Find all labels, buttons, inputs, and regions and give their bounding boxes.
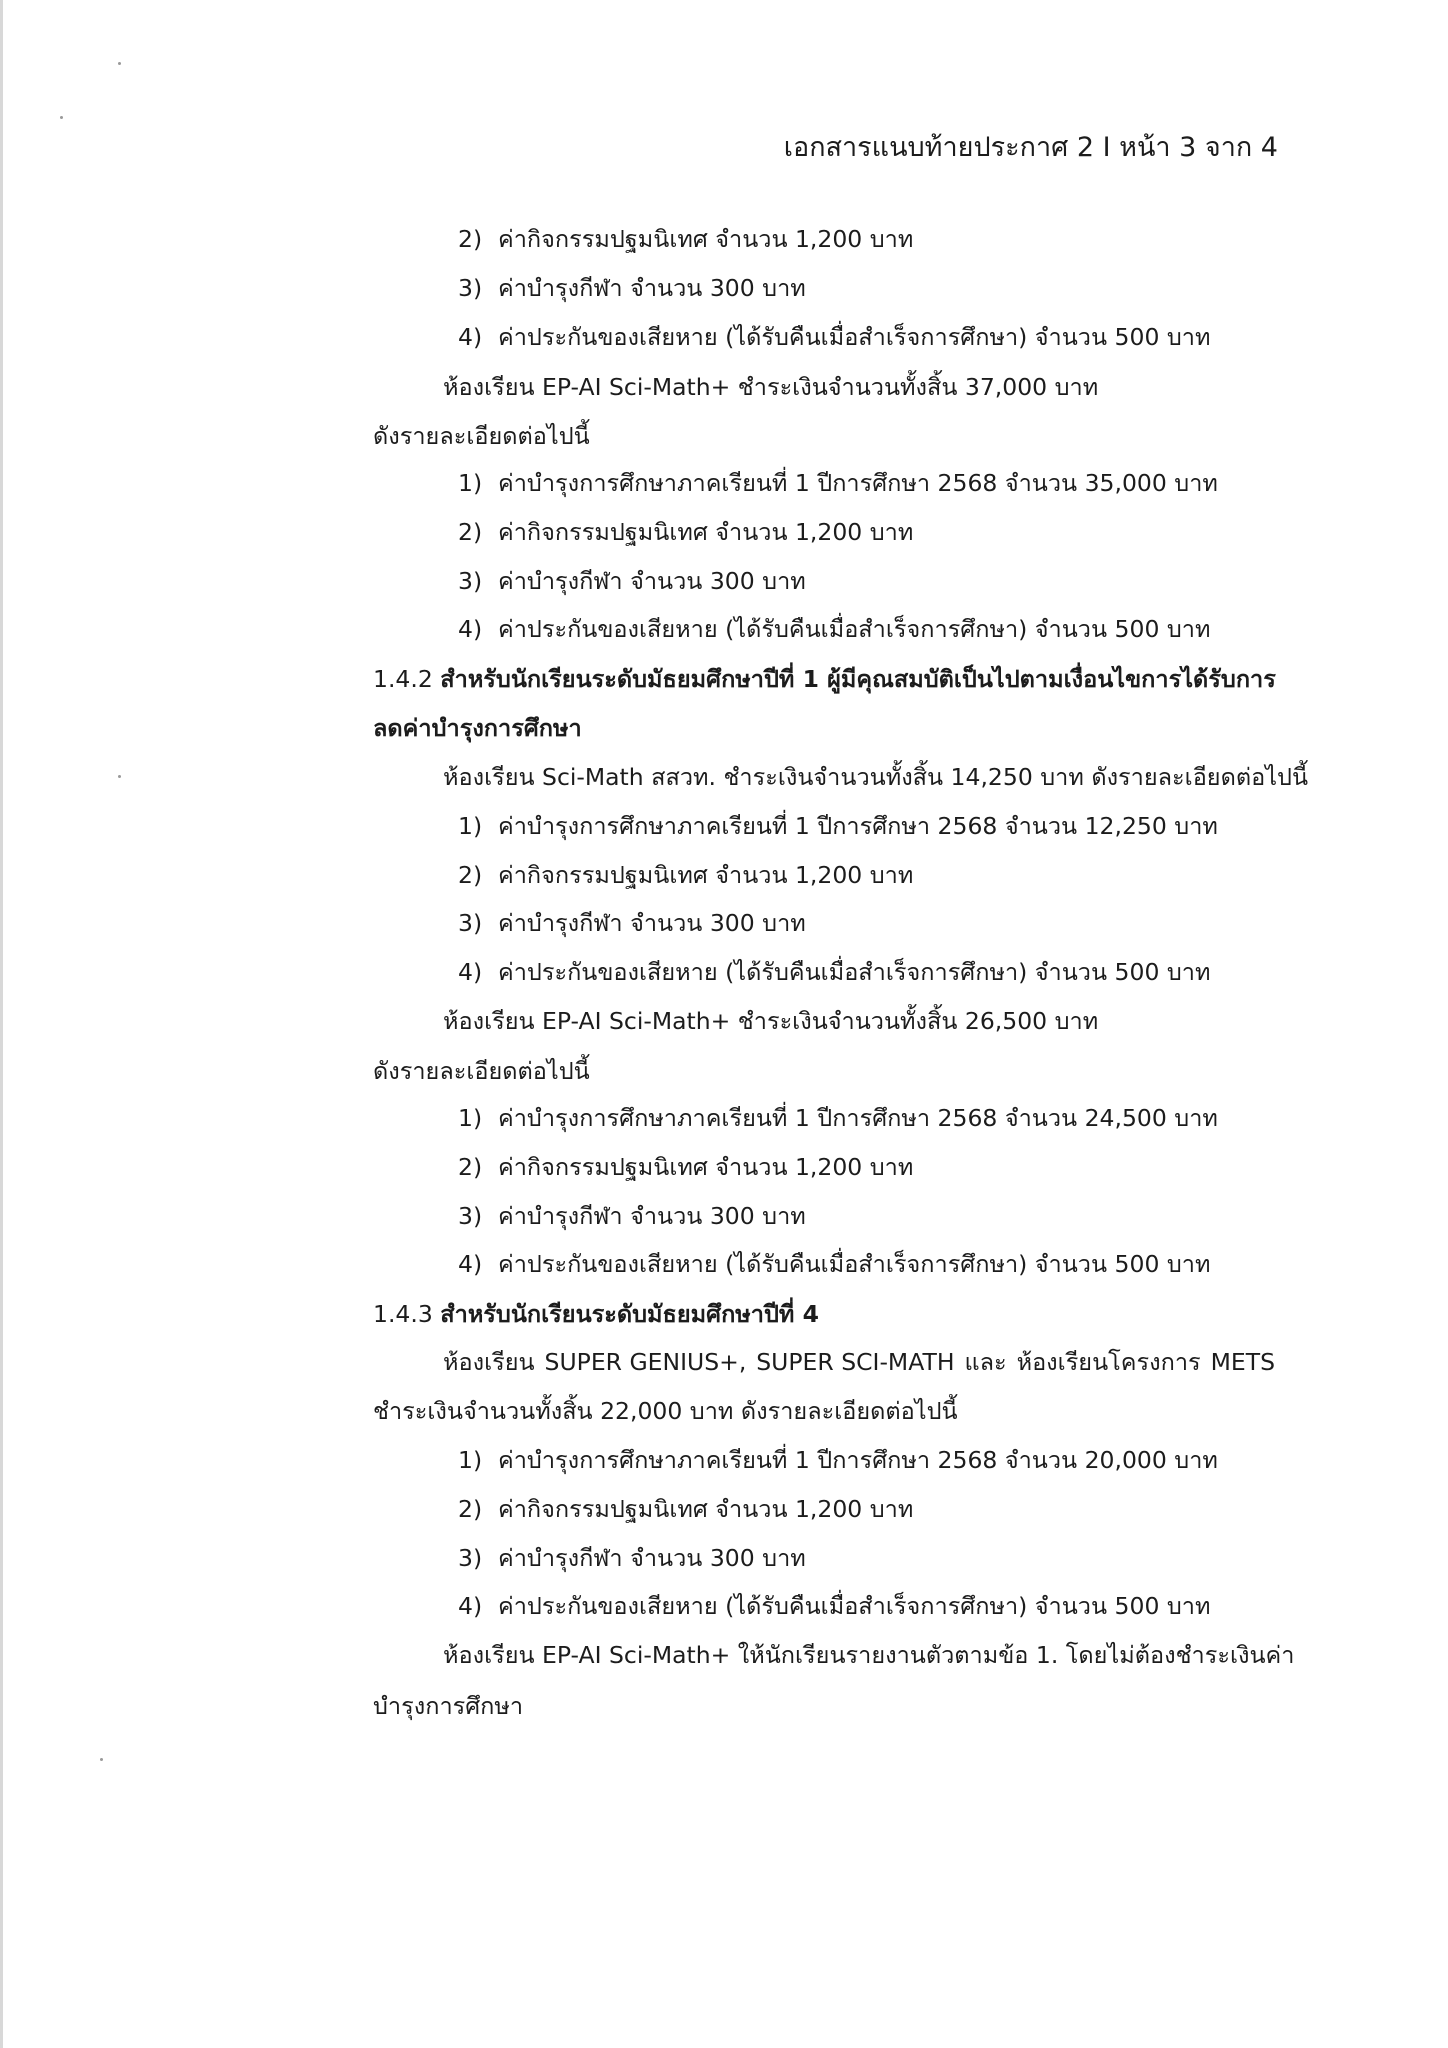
item-text: ค่าบำรุงกีฬา จำนวน 300 บาท (498, 909, 806, 937)
list-item (458, 1101, 1218, 1135)
scan-speck (100, 1758, 103, 1761)
section-number: 1.4.3 (373, 1300, 433, 1328)
item-number: 3) (458, 909, 483, 937)
item-number: 3) (458, 1544, 483, 1572)
list-item (458, 320, 1210, 354)
item-text: ค่าประกันของเสียหาย (ได้รับคืนเมื่อสำเร็จการศึกษา) จำนวน 500 บาท (498, 958, 1211, 986)
heading-word: ห้องเรียนโครงการ (1016, 1348, 1201, 1376)
item-text: ค่ากิจกรรมปฐมนิเทศ จำนวน 1,200 บาท (498, 225, 914, 253)
paragraph-continuation: ดังรายละเอียดต่อไปนี้ (373, 422, 590, 450)
item-text: ค่าบำรุงกีฬา จำนวน 300 บาท (498, 567, 806, 595)
list-item (458, 222, 913, 256)
item-text: ค่าบำรุงการศึกษาภาคเรียนที่ 1 ปีการศึกษา 2568 จำนวน 20,000 บาท (498, 1446, 1218, 1474)
item-text: ค่าประกันของเสียหาย (ได้รับคืนเมื่อสำเร็จการศึกษา) จำนวน 500 บาท (498, 1592, 1211, 1620)
item-number: 2) (458, 861, 483, 889)
scan-speck (118, 62, 121, 65)
item-number: 1) (458, 1446, 483, 1474)
list-item (458, 515, 913, 549)
list-item (458, 858, 913, 892)
list-item (458, 1589, 1210, 1623)
item-text: ค่าบำรุงกีฬา จำนวน 300 บาท (498, 1544, 806, 1572)
scan-speck (118, 775, 121, 778)
item-text: ค่าประกันของเสียหาย (ได้รับคืนเมื่อสำเร็จการศึกษา) จำนวน 500 บาท (498, 323, 1211, 351)
room-total: ชำระเงินจำนวนทั้งสิ้น 37,000 บาท (737, 373, 1099, 401)
section-title: สำหรับนักเรียนระดับมัธยมศึกษาปีที่ 1 ผู้มีคุณสมบัติเป็นไปตามเงื่อนไขการได้รับการ (440, 665, 1276, 693)
room-heading: ห้องเรียน EP-AI Sci-Math+ ให้นักเรียนรายงานตัวตามข้อ 1. โดยไม่ต้องชำระเงินค่า (443, 1641, 1295, 1669)
item-text: ค่าบำรุงกีฬา จำนวน 300 บาท (498, 274, 806, 302)
section-title-continuation: ลดค่าบำรุงการศึกษา (373, 714, 582, 742)
item-number: 2) (458, 225, 483, 253)
room-heading (443, 370, 1098, 404)
item-text: ค่ากิจกรรมปฐมนิเทศ จำนวน 1,200 บาท (498, 1495, 914, 1523)
item-number: 2) (458, 1495, 483, 1523)
list-item (458, 1541, 806, 1575)
section-title: สำหรับนักเรียนระดับมัธยมศึกษาปีที่ 4 (440, 1300, 819, 1328)
section-heading (373, 1297, 819, 1331)
section-heading (373, 662, 1276, 696)
list-item (458, 906, 806, 940)
list-item (458, 1492, 913, 1526)
item-text: ค่าบำรุงกีฬา จำนวน 300 บาท (498, 1202, 806, 1230)
item-number: 4) (458, 615, 483, 643)
room-total: ชำระเงินจำนวนทั้งสิ้น 26,500 บาท (737, 1007, 1099, 1035)
heading-word: ห้องเรียน (443, 1348, 535, 1376)
item-number: 1) (458, 1104, 483, 1132)
heading-word: SUPER GENIUS+, (544, 1348, 747, 1376)
heading-word: SUPER SCI-MATH (756, 1348, 955, 1376)
item-text: ค่ากิจกรรมปฐมนิเทศ จำนวน 1,200 บาท (498, 518, 914, 546)
room-name: ห้องเรียน EP-AI Sci-Math+ (443, 1007, 731, 1035)
heading-word: และ (964, 1348, 1007, 1376)
list-item (458, 1199, 806, 1233)
item-number: 1) (458, 469, 483, 497)
item-number: 4) (458, 958, 483, 986)
item-text: ค่าบำรุงการศึกษาภาคเรียนที่ 1 ปีการศึกษา 2568 จำนวน 24,500 บาท (498, 1104, 1218, 1132)
section-number: 1.4.2 (373, 665, 433, 693)
list-item (458, 564, 806, 598)
list-item (458, 271, 806, 305)
list-item (458, 955, 1210, 989)
item-number: 4) (458, 1592, 483, 1620)
item-number: 2) (458, 518, 483, 546)
list-item (458, 466, 1218, 500)
page-edge (0, 0, 3, 2048)
room-heading (443, 1345, 1275, 1379)
list-item (458, 612, 1210, 646)
item-text: ค่าประกันของเสียหาย (ได้รับคืนเมื่อสำเร็จการศึกษา) จำนวน 500 บาท (498, 615, 1211, 643)
item-text: ค่าบำรุงการศึกษาภาคเรียนที่ 1 ปีการศึกษา 2568 จำนวน 12,250 บาท (498, 812, 1218, 840)
room-heading (443, 1004, 1098, 1038)
room-heading: ห้องเรียน Sci-Math สสวท. ชำระเงินจำนวนทั้งสิ้น 14,250 บาท ดังรายละเอียดต่อไปนี้ (443, 763, 1309, 791)
item-number: 4) (458, 1250, 483, 1278)
item-text: ค่าประกันของเสียหาย (ได้รับคืนเมื่อสำเร็จการศึกษา) จำนวน 500 บาท (498, 1250, 1211, 1278)
item-text: ค่ากิจกรรมปฐมนิเทศ จำนวน 1,200 บาท (498, 1153, 914, 1181)
heading-word: METS (1210, 1348, 1275, 1376)
item-text: ค่ากิจกรรมปฐมนิเทศ จำนวน 1,200 บาท (498, 861, 914, 889)
paragraph-continuation: ดังรายละเอียดต่อไปนี้ (373, 1057, 590, 1085)
item-number: 2) (458, 1153, 483, 1181)
paragraph-continuation: บำรุงการศึกษา (373, 1692, 524, 1720)
list-item (458, 1443, 1218, 1477)
item-number: 1) (458, 812, 483, 840)
page-header: เอกสารแนบท้ายประกาศ 2 I หน้า 3 จาก 4 (783, 132, 1278, 163)
scan-speck (60, 116, 63, 119)
room-name: ห้องเรียน EP-AI Sci-Math+ (443, 373, 731, 401)
paragraph-continuation: ชำระเงินจำนวนทั้งสิ้น 22,000 บาท ดังรายละเอียดต่อไปนี้ (373, 1397, 958, 1425)
item-number: 3) (458, 567, 483, 595)
list-item (458, 1247, 1210, 1281)
item-text: ค่าบำรุงการศึกษาภาคเรียนที่ 1 ปีการศึกษา 2568 จำนวน 35,000 บาท (498, 469, 1218, 497)
list-item (458, 1150, 913, 1184)
item-number: 3) (458, 274, 483, 302)
list-item (458, 809, 1218, 843)
item-number: 4) (458, 323, 483, 351)
item-number: 3) (458, 1202, 483, 1230)
